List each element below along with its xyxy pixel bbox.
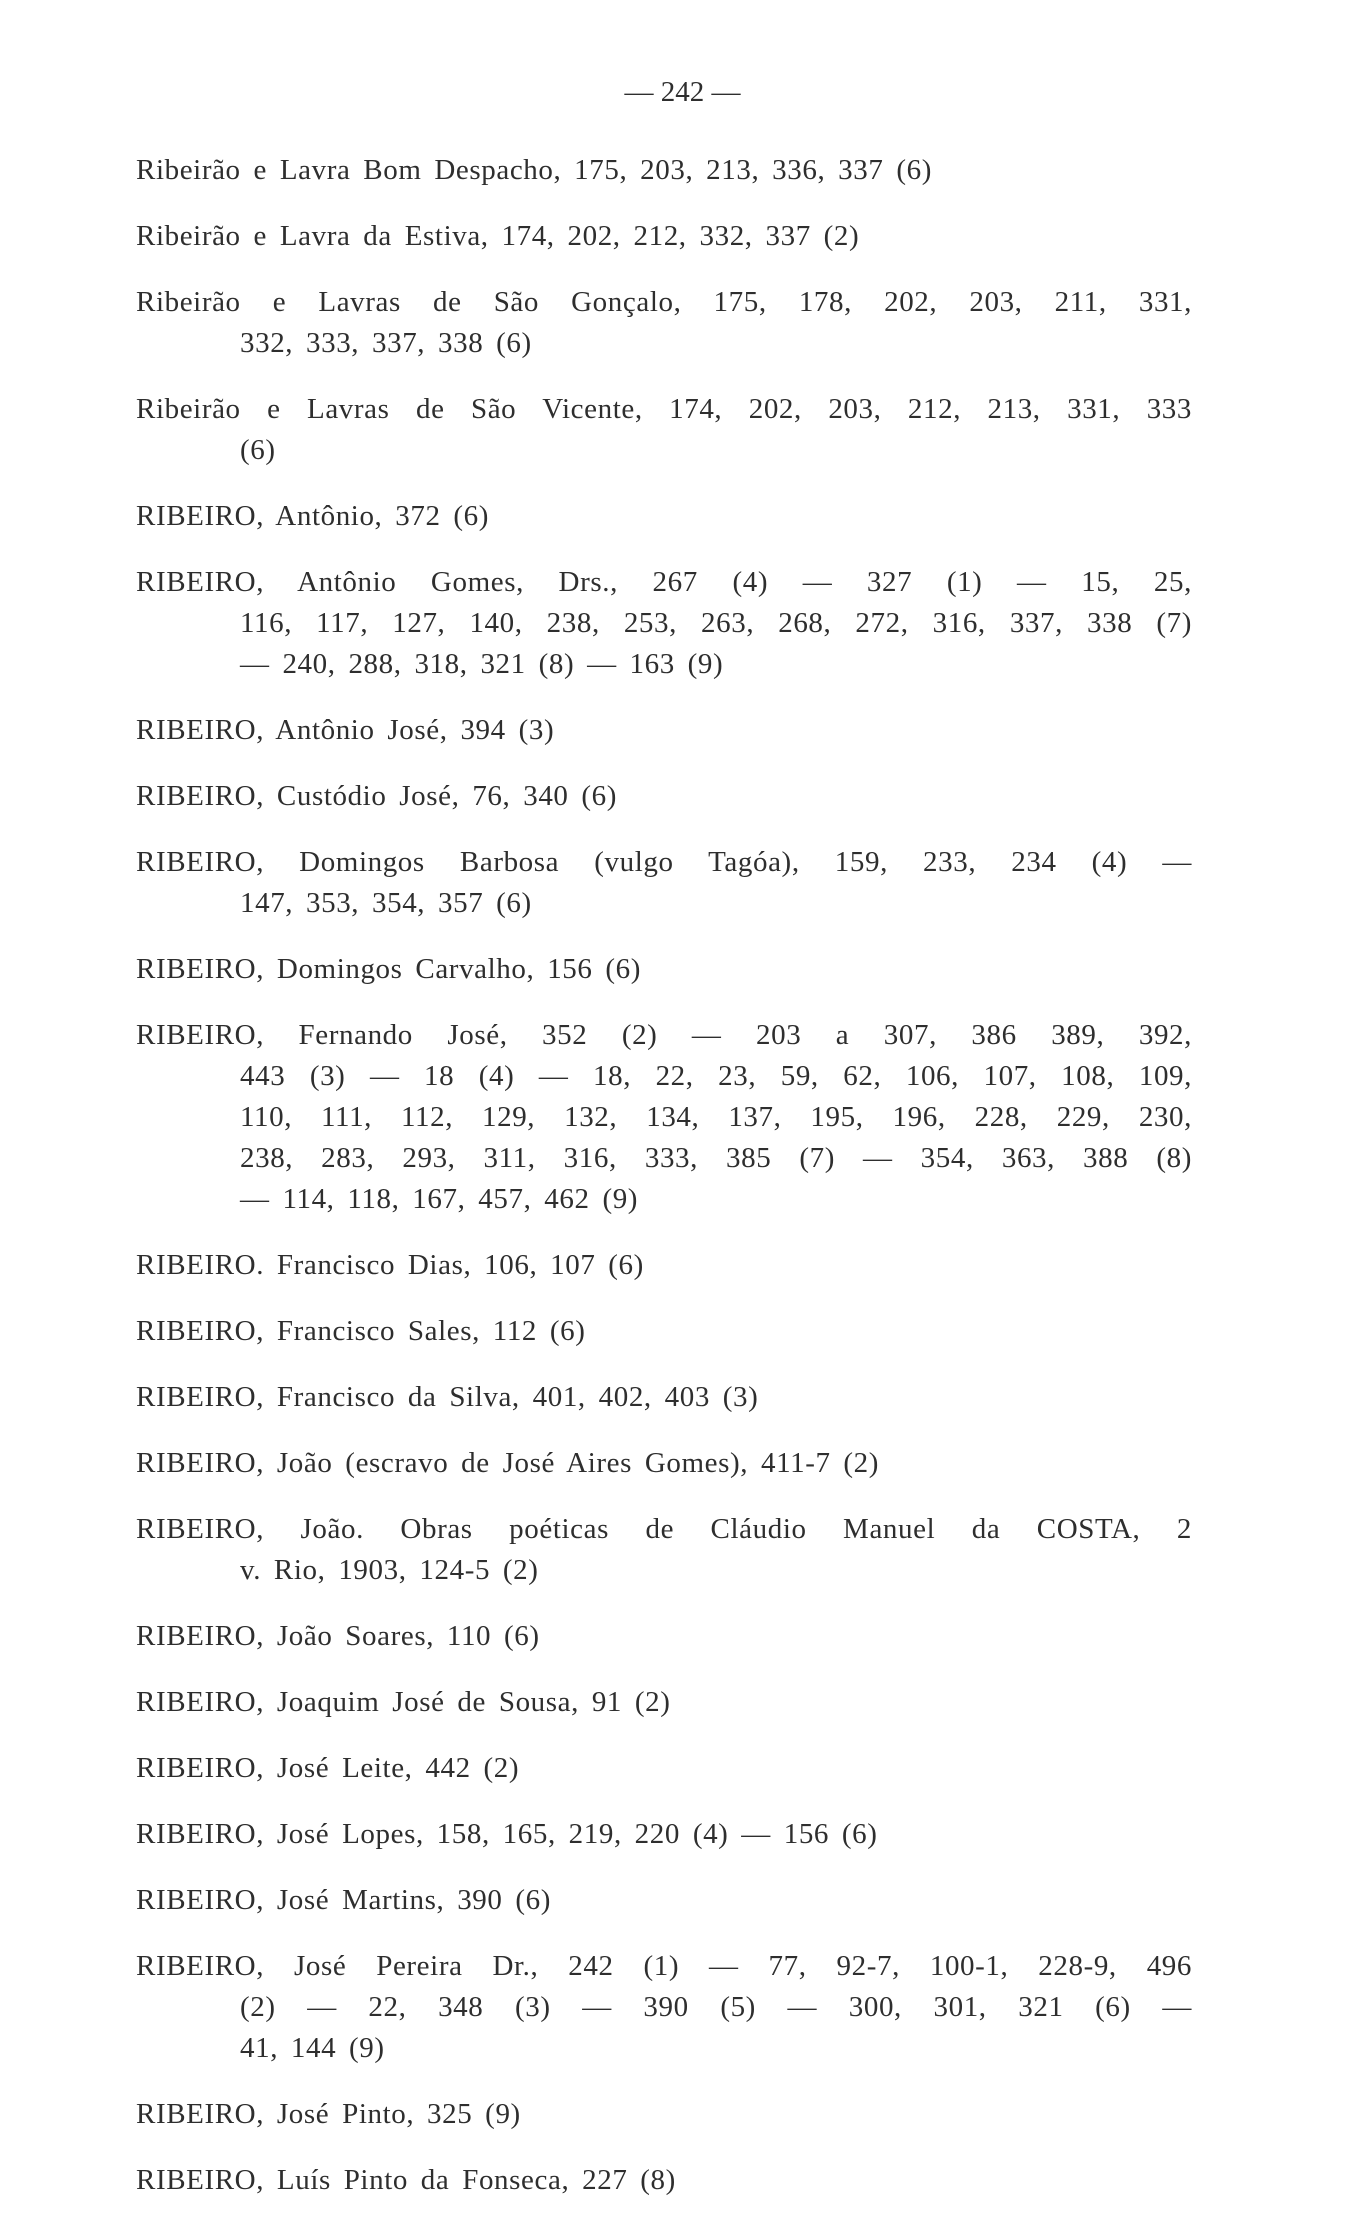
index-entry <box>136 1814 1192 1855</box>
entry-line: RIBEIRO, Antônio Gomes, Drs., 267 (4) — 327 (1) — 15, 25, <box>136 566 1192 598</box>
index-entries <box>136 150 1192 2226</box>
entry-line: RIBEIRO, Joaquim José de Sousa, 91 (2) <box>136 1686 671 1718</box>
entry-continuation-line: — 240, 288, 318, 321 (8) — 163 (9) <box>240 648 724 680</box>
entry-continuation-line: — 114, 118, 167, 457, 462 (9) <box>240 1183 639 1215</box>
index-entry <box>136 2094 1192 2135</box>
entry-line: RIBEIRO, Francisco da Silva, 401, 402, 403 (3) <box>136 1381 759 1413</box>
index-entry <box>136 389 1192 471</box>
entry-continuation-line: 443 (3) — 18 (4) — 18, 22, 23, 59, 62, 106, 107, 108, 109, <box>240 1060 1192 1092</box>
index-entry <box>136 216 1192 257</box>
entry-line: RIBEIRO, Custódio José, 76, 340 (6) <box>136 780 617 812</box>
index-entry <box>136 1682 1192 1723</box>
index-entry <box>136 1880 1192 1921</box>
entry-line: Ribeirão e Lavras de São Vicente, 174, 202, 203, 212, 213, 331, 333 <box>136 393 1192 425</box>
entry-line: Ribeirão e Lavra Bom Despacho, 175, 203, 213, 336, 337 (6) <box>136 154 932 186</box>
index-entry <box>136 949 1192 990</box>
page-number: — 242 — <box>624 76 741 108</box>
entry-continuation-line: 238, 283, 293, 311, 316, 333, 385 (7) — 354, 363, 388 (8) <box>240 1142 1192 1174</box>
index-entry <box>136 562 1192 685</box>
entry-line: RIBEIRO, João (escravo de José Aires Gomes), 411-7 (2) <box>136 1447 880 1479</box>
entry-line: RIBEIRO, Domingos Carvalho, 156 (6) <box>136 953 641 985</box>
entry-line: RIBEIRO, Luís Pinto da Fonseca, 227 (8) <box>136 2164 676 2196</box>
entry-line: RIBEIRO, José Pinto, 325 (9) <box>136 2098 521 2130</box>
index-entry <box>136 150 1192 191</box>
entry-continuation-line: v. Rio, 1903, 124-5 (2) <box>240 1554 539 1586</box>
entry-continuation-line: (2) — 22, 348 (3) — 390 (5) — 300, 301, 321 (6) — <box>240 1991 1192 2023</box>
index-entry <box>136 1616 1192 1657</box>
index-entry <box>136 282 1192 364</box>
entry-line: RIBEIRO, João Soares, 110 (6) <box>136 1620 540 1652</box>
entry-continuation-line: 110, 111, 112, 129, 132, 134, 137, 195, 196, 228, 229, 230, <box>240 1101 1192 1133</box>
entry-line: Ribeirão e Lavra da Estiva, 174, 202, 212, 332, 337 (2) <box>136 220 860 252</box>
index-entry <box>136 496 1192 537</box>
entry-continuation-line: (6) <box>240 434 276 466</box>
index-entry <box>136 2160 1192 2201</box>
entry-continuation-line: 332, 333, 337, 338 (6) <box>240 327 532 359</box>
index-entry <box>136 1509 1192 1591</box>
index-entry <box>136 1946 1192 2069</box>
entry-continuation-line: 41, 144 (9) <box>240 2032 385 2064</box>
index-entry <box>136 1311 1192 1352</box>
entry-continuation-line: 147, 353, 354, 357 (6) <box>240 887 532 919</box>
entry-line: RIBEIRO, João. Obras poéticas de Cláudio Manuel da COSTA, 2 <box>136 1513 1192 1545</box>
index-entry <box>136 1748 1192 1789</box>
entry-line: RIBEIRO, José Pereira Dr., 242 (1) — 77, 92-7, 100-1, 228-9, 496 <box>136 1950 1192 1982</box>
entry-line: RIBEIRO, José Martins, 390 (6) <box>136 1884 551 1916</box>
entry-continuation-line: 116, 117, 127, 140, 238, 253, 263, 268, 272, 316, 337, 338 (7) <box>240 607 1192 639</box>
entry-line: RIBEIRO, Antônio José, 394 (3) <box>136 714 555 746</box>
index-entry <box>136 1015 1192 1220</box>
entry-line: RIBEIRO, José Lopes, 158, 165, 219, 220 (4) — 156 (6) <box>136 1818 878 1850</box>
entry-line: RIBEIRO. Francisco Dias, 106, 107 (6) <box>136 1249 644 1281</box>
index-entry <box>136 1377 1192 1418</box>
index-entry <box>136 1245 1192 1286</box>
entry-line: RIBEIRO, José Leite, 442 (2) <box>136 1752 520 1784</box>
index-entry <box>136 1443 1192 1484</box>
index-entry <box>136 776 1192 817</box>
entry-line: RIBEIRO, Domingos Barbosa (vulgo Tagóa), 159, 233, 234 (4) — <box>136 846 1192 878</box>
index-entry <box>136 842 1192 924</box>
entry-line: RIBEIRO, Antônio, 372 (6) <box>136 500 490 532</box>
index-entry <box>136 710 1192 751</box>
entry-line: RIBEIRO, Fernando José, 352 (2) — 203 a 307, 386 389, 392, <box>136 1019 1192 1051</box>
entry-line: Ribeirão e Lavras de São Gonçalo, 175, 178, 202, 203, 211, 331, <box>136 286 1192 318</box>
entry-line: RIBEIRO, Francisco Sales, 112 (6) <box>136 1315 586 1347</box>
